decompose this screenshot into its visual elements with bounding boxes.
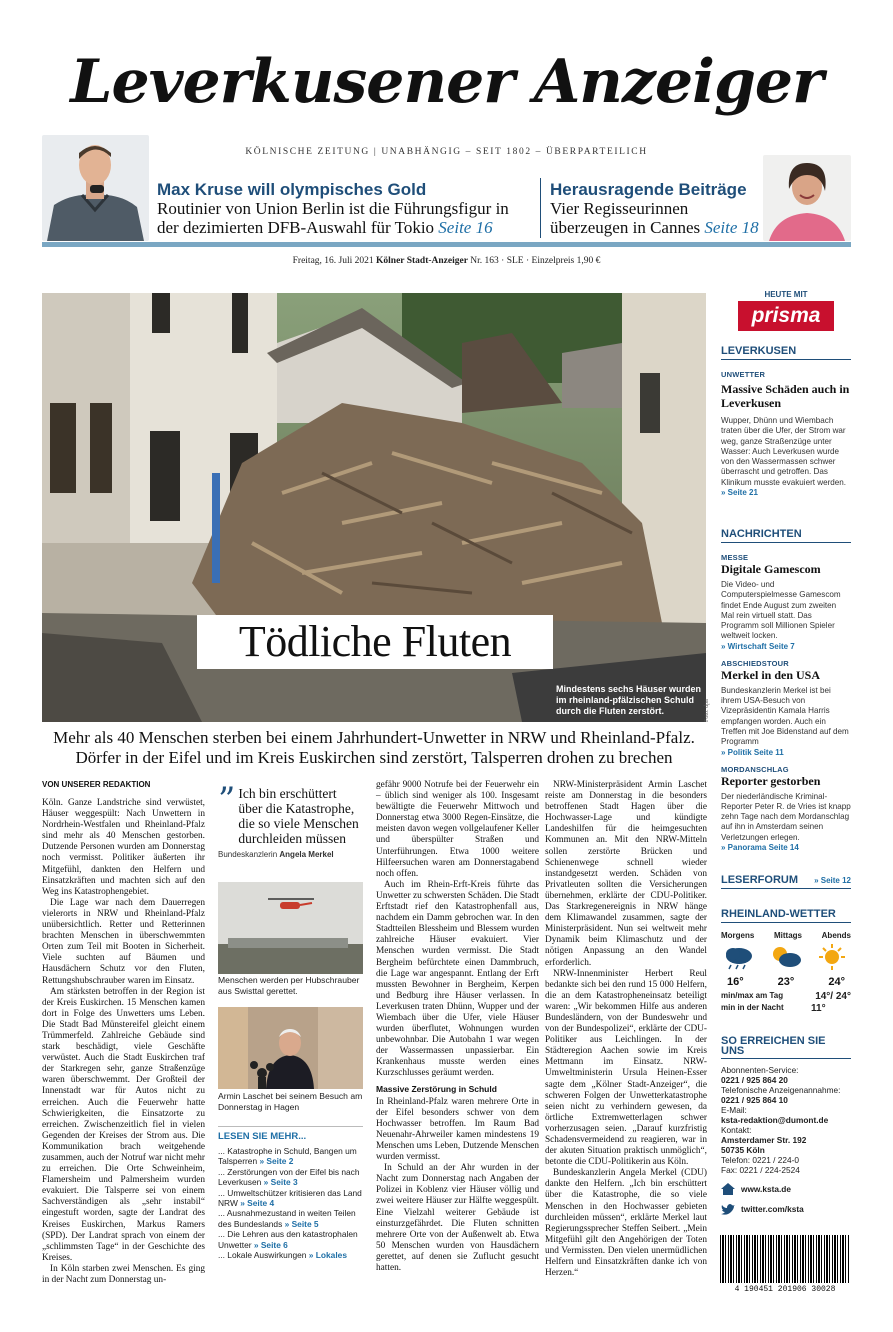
temp-morning: 16° bbox=[727, 976, 744, 988]
article-column-4 bbox=[545, 780, 707, 1279]
read-more-item[interactable]: ... Ausnahmezustand in weiten Teilen des Bundeslands » Seite 5 bbox=[218, 1208, 356, 1229]
rain-cloud-icon bbox=[723, 944, 757, 970]
news-header: NACHRICHTEN bbox=[721, 528, 851, 543]
main-headline[interactable]: Tödliche Fluten bbox=[197, 615, 553, 669]
night-value: 11° bbox=[811, 1003, 826, 1014]
col1-para-4: In Köln starben zwei Menschen. Es ging in der Nacht zum Donnerstag un- bbox=[42, 1263, 205, 1286]
paper-name: Kölner Stadt-Anzeiger bbox=[376, 256, 468, 266]
leverkusen-text: Wupper, Dhünn und Wiembach traten über die Ufer, der Strom war weg, ganze Straßenzüge unter Wasser: Auch Leverkusen wurde von den Wassermassen schwer überrascht und getroffen. Das Klinikum musste evakuiert werden. » Seite 21 bbox=[721, 416, 847, 498]
prisma-logo: prisma bbox=[738, 301, 834, 331]
weather-label-evening: Abends bbox=[821, 931, 851, 940]
email-link[interactable]: ksta-redaktion@dumont.de bbox=[721, 1115, 829, 1125]
quote-author: Bundeskanzlerin Angela Merkel bbox=[218, 850, 334, 859]
masthead-title: Leverkusener Anzeiger bbox=[70, 47, 823, 117]
col3-para-3: In Rheinland-Pfalz waren mehrere Orte in der Eifel besonders schwer von dem Hochwasser betroffen. Im Raum Bad Neuenahr-Ahrweiler kamen mindestens 19 Menschen ums Leben, Dutzende Menschen wurden vermisst. bbox=[376, 1096, 539, 1163]
teaser-right-body: Vier Regisseurinnen überzeugen in Cannes bbox=[550, 199, 701, 237]
col1-para-3: Am stärksten betroffen in der Region ist der Kreis Euskirchen. 15 Menschen kamen dort in Folge des Unwetters ums Leben. Die Stadt Bad Münstereifel gleicht einem Trümmerfeld. Zahlreiche Gebäude sind stark beschädigt, viele Geschäfte verwüstet. Auch die Stadt Euskirchen traf der Starkregen sehr, ganze Straßenzüge waren überschwemmt. Der Großteil der Innenstadt war für Autos nicht zu erreichen. Auch die Feuerwehr hatte Schwierigkeiten, die Einsatzorte zu erreichen. Zwischenzeitlich fiel in vielen Gegenden der Kreises der Strom aus. Die Kommunikation brach weitgehende zusammen, auch der Notruf war nicht mehr zu erreichen. Die Orte Schweinheim, Flamersheim und Palmersheim wurden evakuiert. Die Talsperre sei von einem Sachverständigen als „sehr instabil“ eingestuft worden, sagte der Landrat des Kreises Euskirchen, Markus Ramers (SPD). Der Landrat sprach von einem der „schlimmsten Tage“ in der Geschichte des Kreises. bbox=[42, 986, 205, 1263]
read-more-title: LESEN SIE MEHR... bbox=[218, 1131, 307, 1142]
weather-box bbox=[721, 908, 851, 1014]
quote-mark-icon: ” bbox=[218, 780, 236, 820]
teaser-bottom-bar bbox=[42, 242, 851, 247]
teaser-right-title[interactable]: Herausragende Beiträge bbox=[550, 180, 747, 199]
website-link[interactable]: www.ksta.de bbox=[721, 1183, 851, 1195]
col4-para-1: NRW-Ministerpräsident Armin Laschet reiste am Donnerstag in die besonders betroffenen Stadt Hagen über die Hochwasser-Lage und kündigte Landeshilfen für die heimgesuchten Kommunen an. Mit den NRW-Mitteln sollen zerstörte Brücken und Schienenwege schnell wieder instandgesetzt werden. Schäden von Privatleuten sollten die Versicherungen übernehmen, erklärte der CDU-Politiker. Das Starkregenereignis in NRW hänge dem Klimawandel zusammen, sagte der Ministerpräsident. Nun sei weltweit mehr Dynamik beim Klimaschutz und der nötigen Anpassung an den Wandel erforderlich. bbox=[545, 780, 707, 968]
temp-noon: 23° bbox=[777, 976, 795, 988]
teaser-left-page: Seite 16 bbox=[438, 218, 493, 237]
photo-caption: Mindestens sechs Häuser wurden im rheinland-pfälzischen Schuld durch die Fluten zerstört. bbox=[556, 684, 702, 716]
leverkusen-kicker: UNWETTER bbox=[721, 370, 766, 379]
leserforum-header: LESERFORUM bbox=[721, 874, 798, 886]
dateline bbox=[0, 256, 893, 266]
twitter-link[interactable]: twitter.com/ksta bbox=[721, 1203, 851, 1215]
photo-credit: Foto: dpa bbox=[704, 699, 710, 722]
barcode-number: 4 190451 201906 30028 bbox=[734, 1285, 836, 1294]
teaser-right-text[interactable] bbox=[550, 199, 770, 237]
read-more-item[interactable]: ... Katastrophe in Schuld, Bangen um Talsperren » Seite 2 bbox=[218, 1146, 357, 1167]
leverkusen-header: LEVERKUSEN bbox=[721, 345, 851, 360]
heute-mit-label: HEUTE MIT bbox=[764, 290, 808, 299]
issue-info: Nr. 163 · SLE · Einzelpreis 1,90 € bbox=[470, 256, 601, 266]
contact-box bbox=[721, 1036, 851, 1215]
article-column-3 bbox=[376, 780, 539, 1274]
twitter-icon bbox=[721, 1203, 735, 1215]
helicopter-photo bbox=[218, 882, 363, 974]
teaser-divider bbox=[540, 178, 541, 238]
col3-para-2: Auch im Rhein-Erft-Kreis führte das Unwetter zu schwersten Schäden. Die Stadt Erftstadt rief den Katastrophenfall aus, nachdem ein Damm gebrochen war. In den Stadtteilen Blessheim und Blessem wurden zahlreiche Häuser evakuiert. Vier Menschen wurden vermisst. Die Stadt Bergheim befürchtete einen Dammbruch, die Lage war angespannt. Entlang der Erft mussten Bewohner in Bergheim, Kerpen und Bedburg ihre Häuser verlassen. In Leverkusen traten Dhünn, Wupper und der Wiembach über die Ufer, viele Häuser wurden überflutet, Wohnungen wurden unbewohnbar. Die Autobahn 1 war wegen der Wassermassen unpassierbar. Ein Krankenhaus musste werden eines Kurzschlusses geräumt werden. bbox=[376, 879, 539, 1079]
teaser-left-title[interactable]: Max Kruse will olympisches Gold bbox=[157, 180, 427, 199]
prisma-promo[interactable] bbox=[721, 290, 851, 331]
quote-box bbox=[218, 780, 363, 859]
kruse-photo bbox=[42, 135, 149, 241]
news-item[interactable]: MESSE Digitale Gamescom Die Video- und Computerspielmesse Gamescom findet Ende August zum zweiten Mal rein virtuell statt. Das Programm soll Millionen Spieler weltweit locken. » Wirtschaft Seite 7 bbox=[721, 553, 841, 651]
contact-header: SO ERREICHEN SIE UNS bbox=[721, 1036, 851, 1059]
night-label: min in der Nacht bbox=[721, 1003, 784, 1012]
col1-para-2: Die Lage war nach dem Dauerregen vielerorts in NRW und Rheinland-Pfalz unübersichtlich. Retter und Retterinnen brachten Menschen in überschwemmten Orten zum Teil mit Booten in Sicherheit. Viele suchten auf Bäumen und Hausdächern Schutz vor den Fluten, Rettungshubschrauber waren im Einsatz. bbox=[42, 897, 205, 986]
weather-header: RHEINLAND-WETTER bbox=[721, 908, 851, 923]
byline: VON UNSERER REDAKTION bbox=[42, 780, 151, 789]
weather-label-morning: Morgens bbox=[721, 931, 755, 940]
home-icon bbox=[721, 1183, 735, 1195]
laschet-caption: Armin Laschet bei seinem Besuch am Donnerstag in Hagen bbox=[218, 1091, 363, 1112]
read-more-item[interactable]: ... Die Lehren aus den katastrophalen Unwetter » Seite 6 bbox=[218, 1229, 358, 1250]
read-more-item[interactable]: ... Umweltschützer kritisieren das Land NRW » Seite 4 bbox=[218, 1187, 362, 1209]
news-item[interactable]: MORDANSCHLAG Reporter gestorben Der niederländische Kriminal-Reporter Peter R. de Vries ist knapp zehn Tage nach dem Mordanschlag auf ihn in Amsterdam seinen Verletzungen erlegen. » Panorama Seite 14 bbox=[721, 764, 851, 853]
col4-para-2: NRW-Innenminister Herbert Reul bedankte sich bei den rund 15 000 Helfern, die an dem Katastropheneinsatz beteiligt waren: „Wir bekommen Hilfe aus anderen Bundesländern, von der Bundeswehr und von der Bundespolizei“, erklärte der CDU-Politiker aus Leichlingen. In der Städteregion Aachen sowie im Kreis Mettmann im Einsatz. NRW-Umweltministerin Ursula Heinen-Esser sagte dem „Kölner Stadt-Anzeiger“, die schweren Folgen der Unwetterkatastrophe seien nicht zu verhindern gewesen, da örtliche Extremwetterlagen schwer vorherzusagen seien. „Darauf kurzfristig Schadensvermeidend zu reagieren, war in der akuten Situation praktisch unmöglich“, betonte die CDU-Politikerin aus Köln. bbox=[545, 968, 707, 1168]
weather-label-noon: Mittags bbox=[774, 931, 802, 940]
issue-date: Freitag, 16. Juli 2021 bbox=[292, 256, 374, 266]
barcode bbox=[720, 1235, 850, 1283]
col1-para-1: Köln. Ganze Landstriche sind verwüstet, Häuser weggespült: Nach Unwettern in Nordrhein-Westfalen und Rheinland-Pfalz sind mehr als 40 Menschen gestorben. Dutzende Personen wurden am Donnerstag noch vermisst. Politiker äußerten ihr Mitgefühl, dankten den Helfern und Einsatzkräften und machten sich auf den Weg ins Katastrophengebiet. bbox=[42, 798, 205, 897]
col3-subheading: Massive Zerstörung in Schuld bbox=[376, 1083, 497, 1094]
minmax-value: 14°/ 24° bbox=[815, 991, 851, 1002]
contact-lines: Abonnenten-Service: 0221 / 925 864 20 Telefonische Anzeigenannahme: 0221 / 925 864 10 E-Mail: ksta-redaktion@dumont.de Kontakt: Amsterdamer Str. 192 50735 Köln Telefon: 0221 / 224-0 Fax: 0221 / 224-2524 bbox=[721, 1065, 851, 1175]
temp-evening: 24° bbox=[828, 976, 845, 988]
col3-para-1: gefähr 9000 Notrufe bei der Feuerwehr ein – üblich sind weniger als 100. Insgesamt bewältigte die Feuerwehr Mittwoch und Donnerstag etwa 3000 Regen-Einsätze, die meisten davon wegen vollgelaufener Keller und überspülter Straßen und Unterführungen. Etwa 1000 weitere Hilfeersuchen waren am Donnerstagabend noch offen. bbox=[376, 780, 539, 879]
masthead-motto: KÖLNISCHE ZEITUNG | UNABHÄNGIG – SEIT 1802 – ÜBERPARTEILICH bbox=[245, 147, 648, 157]
news-box bbox=[721, 528, 851, 852]
sun-icon bbox=[815, 944, 849, 970]
col4-para-3: Bundeskanzlerin Angela Merkel (CDU) dankte den Helfern. „Ich bin erschüttert über die Katastrophe, die so viele Menschen in den Hochwasser gebieten durchleiden müssen“, erklärte Merkel laut Regierungssprecher Steffen Seibert. „Mein Mitgefühl gilt den Angehörigen der Toten und Vermissten. Den vielen unermüdlichen Helfern und Einsatzkräften danke ich von Herzen.“ bbox=[545, 1168, 707, 1279]
teaser-right-page: Seite 18 bbox=[704, 218, 759, 237]
teaser-left-body: Routinier von Union Berlin ist die Führungsfigur in der dezimierten DFB-Auswahl für Tokio bbox=[157, 199, 509, 237]
read-more-item[interactable]: ... Zerstörungen von der Eifel bis nach Leverkusen » Seite 3 bbox=[218, 1166, 360, 1188]
regisseurin-photo bbox=[763, 155, 851, 241]
col3-para-4: In Schuld an der Ahr wurden in der Nacht zum Donnerstag nach Angaben der Polizei in Koblenz vier Häuser völlig und zwei weitere Häuser zur Hälfte weggespült. Eine Vielzahl weiterer Gebäude ist einsturzgefährdet. Die Fluten schnitten mehrere Orte von der Außenwelt ab. Etwa 50 Menschen wurden von Hausdächern gerettet, auf denen sie Zuflucht gesucht hatten. bbox=[376, 1163, 539, 1274]
sun-cloud-icon bbox=[769, 944, 803, 970]
leverkusen-box bbox=[721, 345, 851, 498]
teaser-left-text[interactable] bbox=[157, 199, 527, 237]
article-column-1 bbox=[42, 798, 205, 1286]
leserforum-ref: » Seite 12 bbox=[814, 876, 851, 885]
read-more-item[interactable]: ... Lokale Auswirkungen » Lokales bbox=[218, 1250, 347, 1261]
main-subhead: Mehr als 40 Menschen sterben bei einem Jahrhundert-Unwetter in NRW und Rheinland-Pfalz. Dörfer in der Eifel und im Kreis Euskirchen sind zerstört, Talsperren drohen zu brechen bbox=[53, 728, 695, 767]
news-item[interactable]: ABSCHIEDSTOUR Merkel in den USA Bundeskanzlerin Merkel ist bei ihrem USA-Besuch von Vizepräsidentin Kamala Harris empfangen worden. Auch ein Treffen mit Joe Bidenstand auf dem Programm » Politik Seite 11 bbox=[721, 658, 849, 757]
laschet-photo bbox=[218, 1007, 363, 1089]
quote-text: Ich bin erschüttert über die Katastrophe, die so viele Menschen durchleiden müssen bbox=[238, 786, 359, 846]
leverkusen-title[interactable]: Massive Schäden auch in Leverkusen bbox=[721, 382, 850, 410]
helicopter-caption: Menschen werden per Hubschrauber aus Swisttal gerettet. bbox=[218, 975, 360, 996]
leserforum-box[interactable] bbox=[721, 874, 851, 889]
minmax-label: min/max am Tag bbox=[721, 991, 784, 1000]
read-more-box bbox=[218, 1126, 363, 1260]
